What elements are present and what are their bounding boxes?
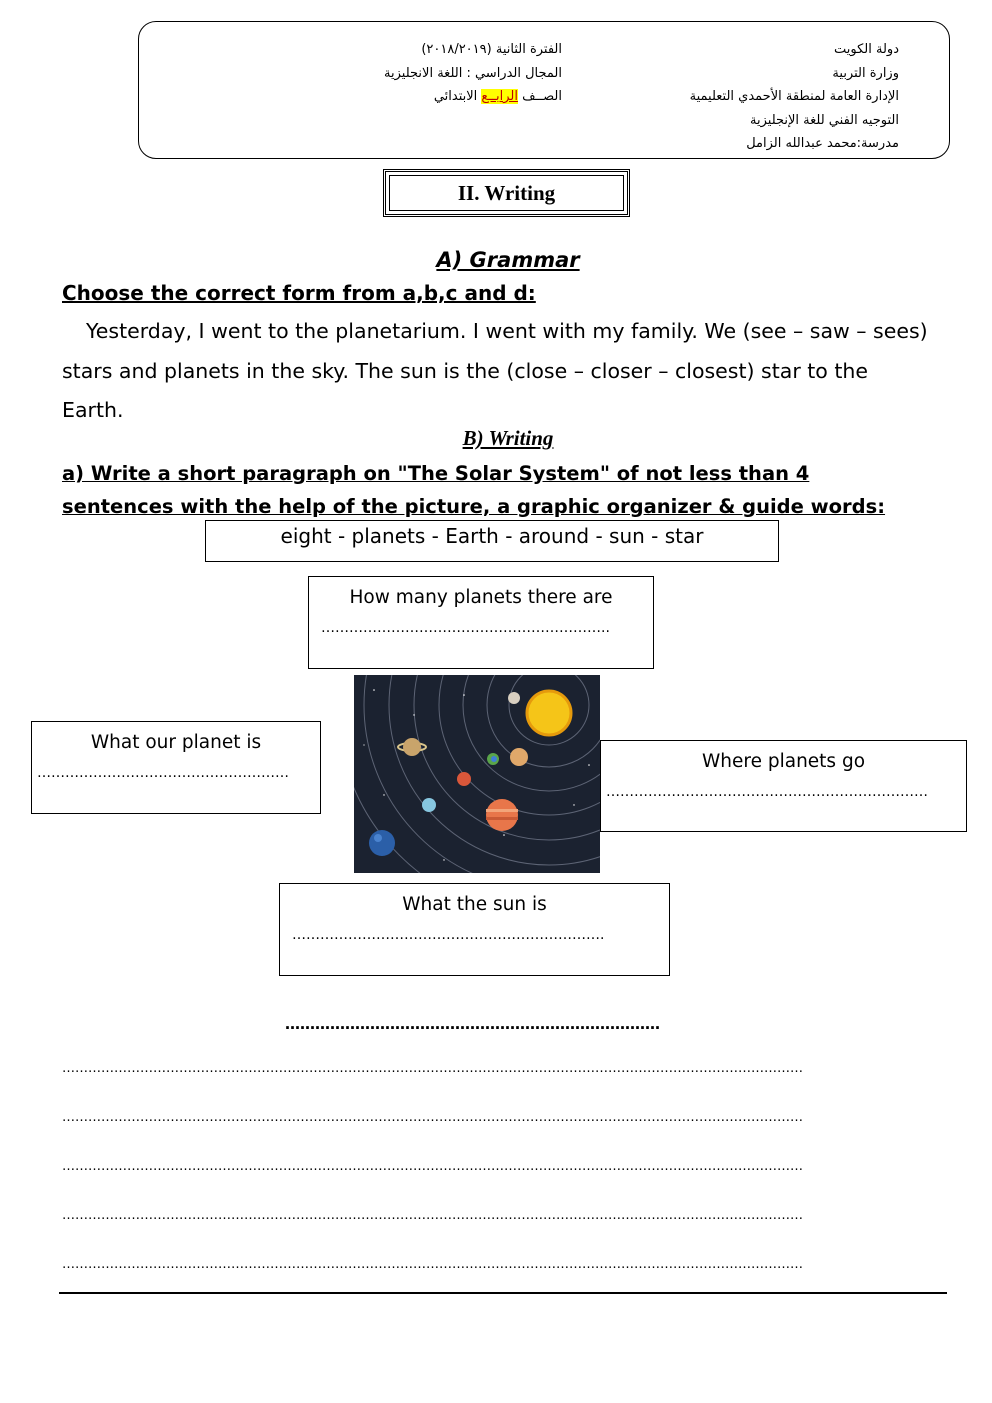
- organizer-box-bottom: [279, 883, 670, 976]
- organizer-answer-right[interactable]: ……………………………………………………………: [606, 784, 928, 800]
- organizer-box-right: [600, 740, 967, 832]
- answer-line-5[interactable]: ………………………………………………………………………………………………………………………………………………………: [62, 1257, 803, 1272]
- writing-title: B) Writing: [462, 426, 554, 450]
- header-school: مدرسة:محمد عبدالله الزامل: [746, 136, 899, 151]
- writing-instruction-line1: a) Write a short paragraph on "The Solar System" of not less than 4: [62, 462, 810, 485]
- grade-prefix: الصــف: [522, 89, 562, 104]
- header-directorate: الإدارة العامة لمنطقة الأحمدي التعليمية: [689, 89, 899, 104]
- organizer-question-top: How many planets there are: [349, 587, 613, 608]
- header-grade: [347, 85, 562, 109]
- answer-line-1[interactable]: ………………………………………………………………………………………………………………………………………………………: [62, 1061, 803, 1076]
- organizer-question-left: What our planet is: [90, 732, 262, 753]
- section-title-box: [383, 169, 630, 217]
- organizer-box-top: [308, 576, 654, 669]
- grammar-instruction: Choose the correct form from a,b,c and d:: [62, 281, 536, 305]
- organizer-answer-top[interactable]: ……………………………………………………..: [321, 620, 610, 636]
- organizer-answer-left[interactable]: ………………………………………………: [37, 765, 289, 781]
- header-box: [138, 21, 950, 159]
- grammar-paragraph: [62, 312, 932, 431]
- organizer-box-left: [31, 721, 321, 814]
- grammar-title: A) Grammar: [436, 248, 580, 272]
- organizer-question-right: Where planets go: [701, 751, 866, 772]
- header-mid-block: [347, 38, 562, 109]
- header-supervision: التوجيه الفني للغة الإنجليزية: [750, 112, 899, 128]
- grammar-paragraph-text: Yesterday, I went to the planetarium. I went with my family. We (see – saw – sees) stars and planets in the sky. The sun is the (close – closer – closest) star to the Earth.: [62, 319, 928, 422]
- header-country: دولة الكويت: [834, 42, 899, 57]
- header-term: الفترة الثانية (٢٠١٨/٢٠١٩): [421, 42, 562, 57]
- bottom-rule: [59, 1292, 947, 1294]
- grade-suffix: الابتدائي: [433, 89, 478, 104]
- organizer-answer-bottom[interactable]: ………………………………………………………….: [292, 927, 605, 943]
- answer-line-4[interactable]: ………………………………………………………………………………………………………………………………………………………: [62, 1208, 803, 1223]
- answer-line-3[interactable]: ………………………………………………………………………………………………………………………………………………………: [62, 1159, 803, 1174]
- guide-words-box: eight - planets - Earth - around - sun - star: [205, 520, 779, 562]
- header-ministry: وزارة التربية: [832, 65, 899, 81]
- header-right-block: [599, 38, 899, 156]
- answer-line-title[interactable]: …………………………………………………………………: [285, 1015, 660, 1033]
- section-title: II. Writing: [389, 175, 624, 211]
- writing-instruction: [62, 457, 942, 523]
- answer-line-2[interactable]: ………………………………………………………………………………………………………………………………………………………: [62, 1110, 803, 1125]
- grade-highlight: الرابــع: [481, 89, 518, 104]
- writing-instruction-line2: sentences with the help of the picture, a graphic organizer & guide words:: [62, 495, 886, 518]
- header-subject: المجال الدراسي : اللغة الانجليزية: [384, 65, 562, 81]
- organizer-question-bottom: What the sun is: [402, 894, 547, 915]
- solar-system-image: [354, 675, 600, 873]
